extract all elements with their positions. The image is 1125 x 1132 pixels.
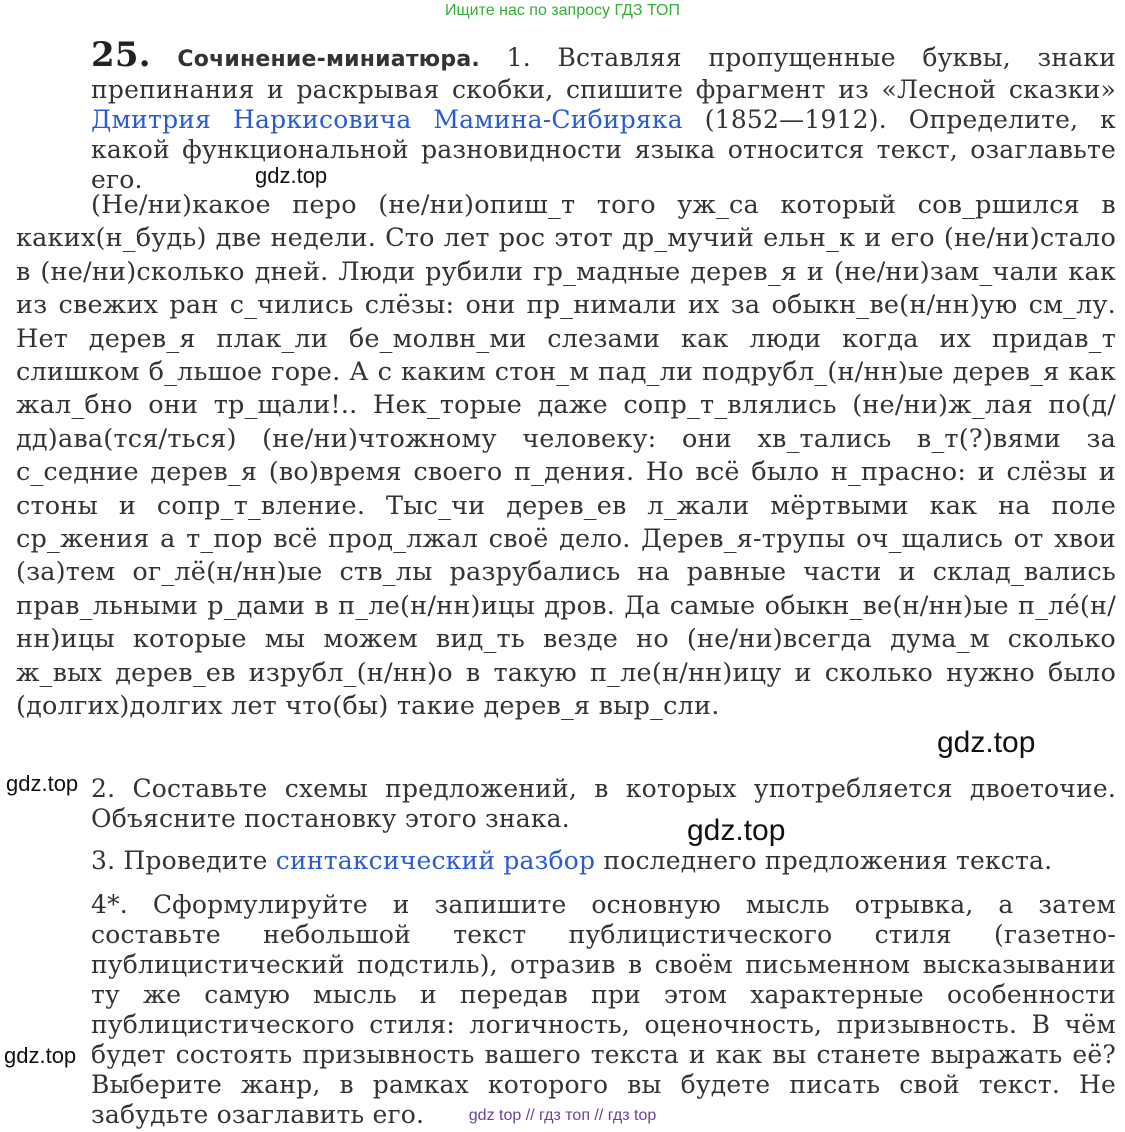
- exercise-number: 25.: [91, 35, 151, 75]
- task-1-text-b: (1852—1912). Определите, к какой функциональной разновидности языка относится текст, озаглавьте его.: [91, 105, 1116, 194]
- syntax-analysis-link[interactable]: синтаксический разбор: [275, 846, 596, 875]
- watermark: gdz.top: [937, 726, 1036, 759]
- task-2-paragraph: 2. Составьте схемы предложений, в которых употребляется двоеточие. Объясните постановку этого знака.: [91, 774, 1116, 833]
- top-banner: Ищите нас по запросу ГДЗ ТОП: [445, 2, 680, 19]
- exercise-label: Сочинение-миниатюра.: [177, 47, 480, 72]
- author-link[interactable]: Дмитрия Наркисовича Мамина-Сибиряка: [91, 105, 683, 134]
- watermark: gdz.top: [6, 771, 79, 796]
- task-3-text-b: последнего предложения текста.: [595, 846, 1053, 875]
- task-1-text-a: 1. Вставляя пропущенные буквы, знаки препинания и раскрывая скобки, спишите фрагмент из «Лесной сказки»: [91, 43, 1116, 104]
- watermark: gdz.top: [4, 1043, 77, 1068]
- footer-banner: gdz top // гдз топ // гдз top: [468, 1107, 657, 1124]
- watermark: gdz.top: [687, 814, 786, 847]
- task-1-paragraph: [91, 35, 1116, 195]
- watermark: gdz.top: [255, 163, 328, 188]
- main-excerpt-text: (Не/ни)какое перо (не/ни)опиш_т того уж_са который сов_ршился в каких(н_будь) две недели. Сто лет рос этот др_мучий ельн_к и его (не/ни)стало в (не/ни)сколько дней. Люди рубили гр_мадные дерев_я и (не/ни)зам_чали как из свежих ран с_чились слёзы: они пр_нимали их за обыкн_ве(н/нн)ую см_лу. Нет дерев_я плак_ли бе_молвн_ми слезами как люди когда их придав_т слишком б_льшое горе. А с каким стон_м пад_ли подрубл_(н/нн)ые дерев_я как жал_бно они тр_щали!.. Нек_торые даже сопр_т_влялись (не/ни)ж_лая по(д/дд)ава(тся/ться) (не/ни)чтожному человеку: они хв_тались в_т(?)вями за с_седние дерев_я (во)время своего п_дения. Но всё было н_прасно: и слёзы и стоны и сопр_т_вление. Тыс_чи дерев_ев л_жали мёртвыми как на поле ср_жения а т_пор всё прод_лжал своё дело. Дерев_я-трупы оч_щались от хвои (за)тем ог_лё(н/нн)ые ств_лы разрубались на равные части и склад_вались прав_льными р_дами в п_ле(н/нн)ицы дров. Да самые обыкн_ве(н/нн)ые п_ле́(н/нн)ицы которые мы можем вид_ть везде но (не/ни)всегда дума_м сколько ж_вых дерев_ев изрубл_(н/нн)о в такую п_ле(н/нн)ицу и сколько нужно было (долгих)долгих лет что(бы) такие дерев_я выр_сли.: [16, 190, 1116, 722]
- task-3-text-a: 3. Проведите: [91, 846, 276, 875]
- task-3-paragraph: [91, 846, 1116, 876]
- task-4-paragraph: 4*. Сформулируйте и запишите основную мысль отрывка, а затем составьте небольшой текст публицистического стиля (газетно-публицистический подстиль), отразив в своём письменном высказывании ту же самую мысль и передав при этом характерные особенности публицистического стиля: логичность, оценочность, призывность. В чём будет состоять призывность вашего текста и как вы станете выражать её? Выберите жанр, в рамках которого вы будете писать свой текст. Не забудьте озаглавить его.: [91, 890, 1116, 1129]
